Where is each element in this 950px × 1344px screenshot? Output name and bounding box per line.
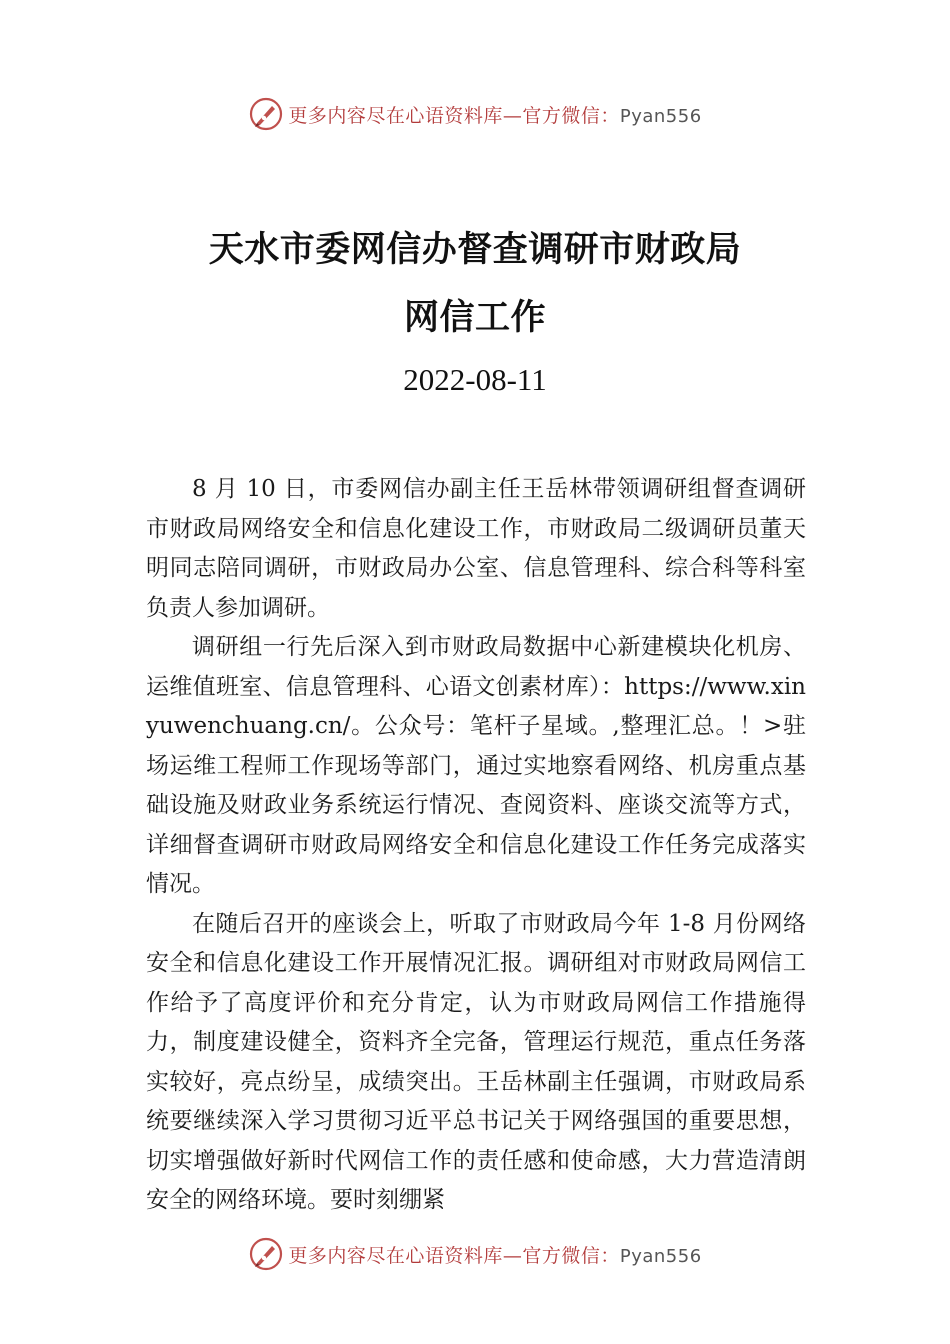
pen-logo-icon [248, 96, 284, 132]
footer-banner [0, 1234, 950, 1274]
document-date: 2022-08-11 [403, 362, 547, 397]
document-body [146, 470, 806, 1221]
banner-wechat-id: Pyan556 [619, 1245, 702, 1267]
paragraph-2: 调研组一行先后深入到市财政局数据中心新建模块化机房、运维值班室、信息管理科、心语文创素材库）：https://www.xinyuwenchuang.cn/。公众号：笔杆子星域。,整理汇总。！>驻场运维工程师工作现场等部门，通过实地察看网络、机房重点基础设施及财政业务系统运行情况、查阅资料、座谈交流等方式，详细督查调研市财政局网络安全和信息化建设工作任务完成落实情况。 [146, 634, 806, 897]
paragraph-1: 8 月 10 日，市委网信办副主任王岳林带领调研组督查调研市财政局网络安全和信息化建设工作，市财政局二级调研员董天明同志陪同调研，市财政局办公室、信息管理科、综合科等科室负责人参加调研。 [146, 476, 806, 621]
document-title-line-2: 网信工作 [403, 297, 546, 338]
document-title-line-1: 天水市委网信办督查调研市财政局 [208, 229, 742, 270]
banner-wechat-id: Pyan556 [619, 105, 702, 127]
banner-text: 更多内容尽在心语资料库—官方微信： [288, 1244, 620, 1267]
pen-logo-icon [248, 1236, 284, 1272]
header-banner [0, 94, 950, 134]
paragraph-3: 在随后召开的座谈会上，听取了市财政局今年 1-8 月份网络安全和信息化建设工作开展情况汇报。调研组对市财政局网信工作给予了高度评价和充分肯定，认为市财政局网信工作措施得力，制度建设健全，资料齐全完备，管理运行规范，重点任务落实较好，亮点纷呈，成绩突出。王岳林副主任强调，市财政局系统要继续深入学习贯彻习近平总书记关于网络强国的重要思想，切实增强做好新时代网信工作的责任感和使命感，大力营造清朗安全的网络环境。要时刻绷紧 [146, 910, 806, 1213]
banner-text: 更多内容尽在心语资料库—官方微信： [288, 104, 620, 127]
